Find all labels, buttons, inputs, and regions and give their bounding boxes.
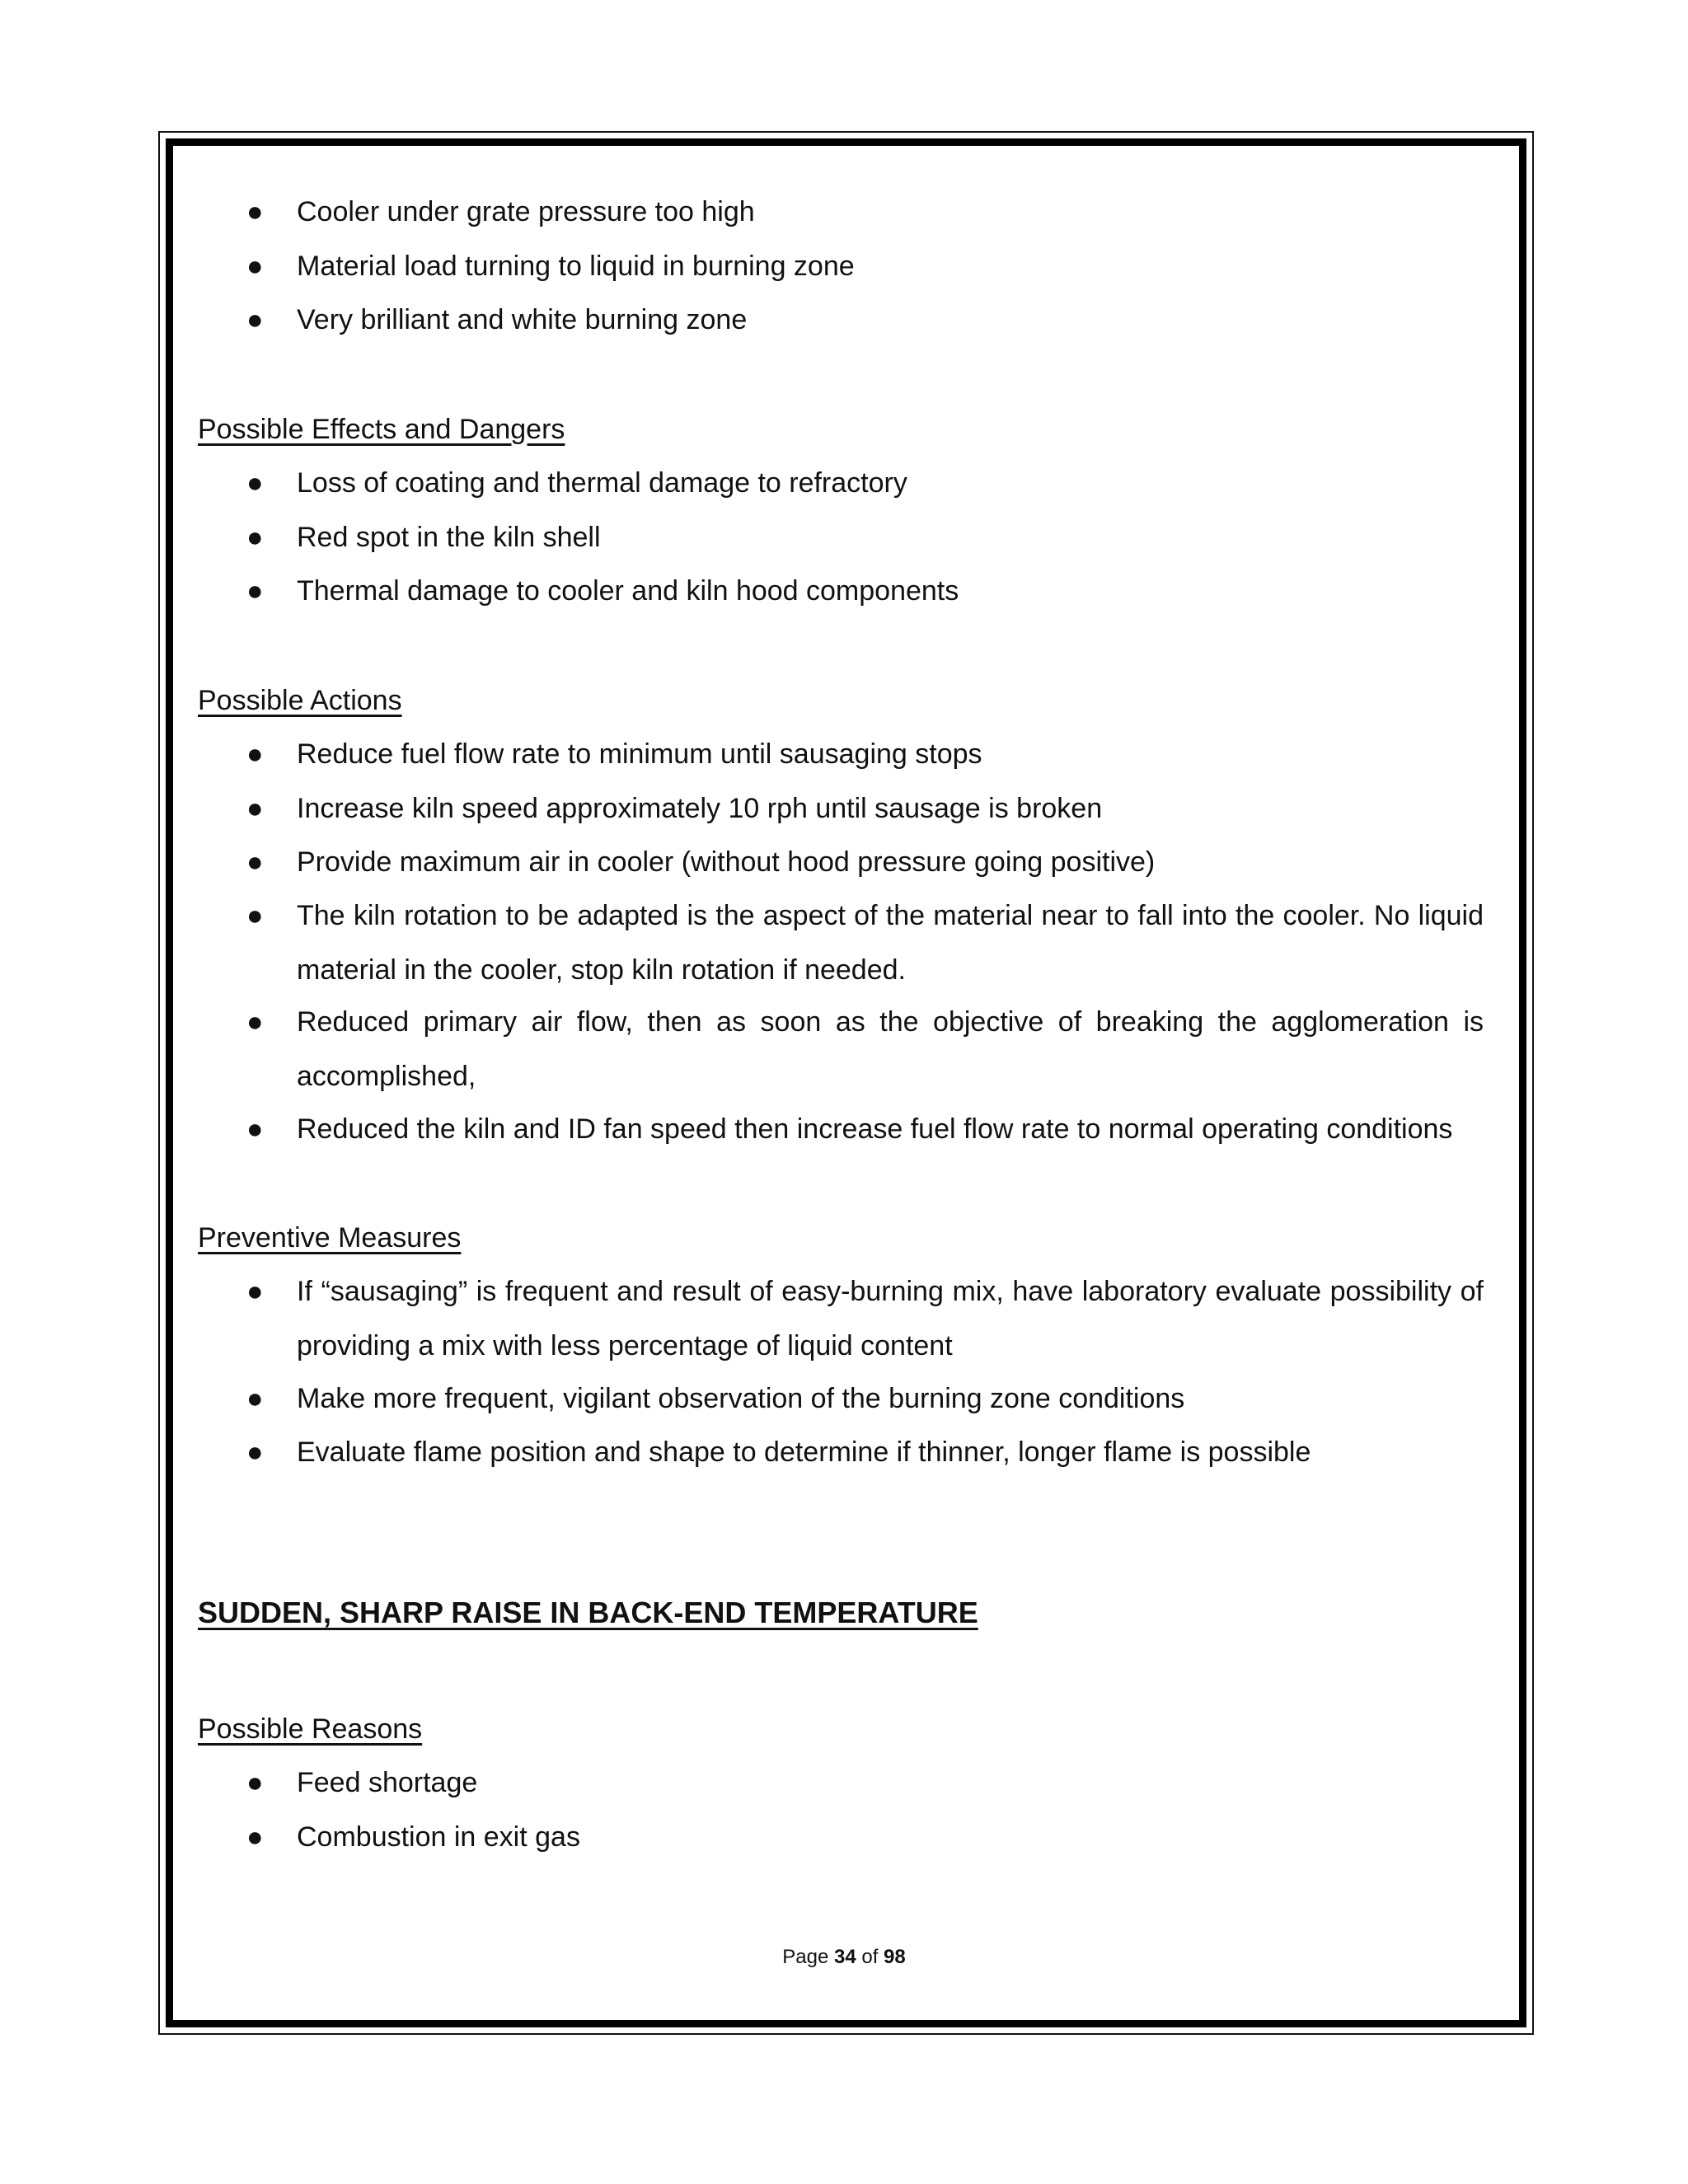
- reasons-heading: Possible Reasons: [198, 1713, 423, 1745]
- page-label: Page: [782, 1946, 829, 1968]
- list-item: ● Red spot in the kiln shell: [198, 520, 1484, 555]
- list-item: ● Make more frequent, vigilant observation of the burning zone conditions: [198, 1381, 1484, 1417]
- bullet-icon: ●: [246, 846, 264, 878]
- top-list: [198, 194, 1484, 338]
- preventive-heading: Preventive Measures: [198, 1222, 462, 1254]
- list-item: ● Reduced primary air flow, then as soon as the objective of breaking the agglomeration is accomplished,: [198, 995, 1484, 1104]
- effects-list: [198, 466, 1484, 609]
- page-content: [198, 194, 1484, 1854]
- actions-list: [198, 737, 1484, 1146]
- bullet-icon: ●: [246, 250, 264, 282]
- reasons-list: [198, 1765, 1484, 1854]
- bullet-icon: ●: [246, 1436, 264, 1468]
- list-item: ● Material load turning to liquid in burning zone: [198, 249, 1484, 284]
- bullet-icon: ●: [246, 304, 264, 335]
- effects-heading: Possible Effects and Dangers: [198, 413, 565, 445]
- bullet-icon: ●: [246, 1821, 264, 1853]
- list-item: ● Cooler under grate pressure too high: [198, 194, 1484, 230]
- list-item: ● Reduced the kiln and ID fan speed then increase fuel flow rate to normal operating conditions: [198, 1112, 1484, 1147]
- list-item: ● Evaluate flame position and shape to determine if thinner, longer flame is possible: [198, 1435, 1484, 1470]
- bullet-icon: ●: [246, 899, 264, 931]
- preventive-list: [198, 1264, 1484, 1470]
- section-title: SUDDEN, SHARP RAISE IN BACK-END TEMPERATURE: [198, 1595, 978, 1629]
- actions-heading: Possible Actions: [198, 684, 402, 716]
- bullet-icon: ●: [246, 1767, 264, 1798]
- bullet-icon: ●: [246, 1382, 264, 1414]
- list-item: ● Very brilliant and white burning zone: [198, 302, 1484, 338]
- bullet-icon: ●: [246, 1005, 264, 1038]
- of-label: of: [861, 1946, 879, 1968]
- list-item: ● Increase kiln speed approximately 10 rph until sausage is broken: [198, 791, 1484, 827]
- bullet-icon: ●: [246, 196, 264, 227]
- bullet-icon: ●: [246, 521, 264, 553]
- bullet-icon: ●: [246, 738, 264, 770]
- list-item: ● Feed shortage: [198, 1765, 1484, 1801]
- page-number: [0, 1946, 1688, 1969]
- list-item: ● If “sausaging” is frequent and result of easy-burning mix, have laboratory evaluate possibility of providing a mix with less percentage of liquid content: [198, 1264, 1484, 1373]
- list-item: ● Reduce fuel flow rate to minimum until sausaging stops: [198, 737, 1484, 772]
- bullet-icon: ●: [246, 575, 264, 607]
- list-item: ● Loss of coating and thermal damage to refractory: [198, 466, 1484, 501]
- list-item: ● Provide maximum air in cooler (without hood pressure going positive): [198, 845, 1484, 880]
- bullet-icon: ●: [246, 467, 264, 499]
- list-item: ● Thermal damage to cooler and kiln hood components: [198, 574, 1484, 609]
- bullet-icon: ●: [246, 1275, 264, 1307]
- list-item: ● The kiln rotation to be adapted is the aspect of the material near to fall into the cooler. No liquid material in the cooler, stop kiln rotation if needed.: [198, 888, 1484, 997]
- bullet-icon: ●: [246, 792, 264, 824]
- list-item: ● Combustion in exit gas: [198, 1820, 1484, 1855]
- total-pages: 98: [884, 1946, 906, 1968]
- current-page: 34: [833, 1946, 856, 1968]
- bullet-icon: ●: [246, 1113, 264, 1145]
